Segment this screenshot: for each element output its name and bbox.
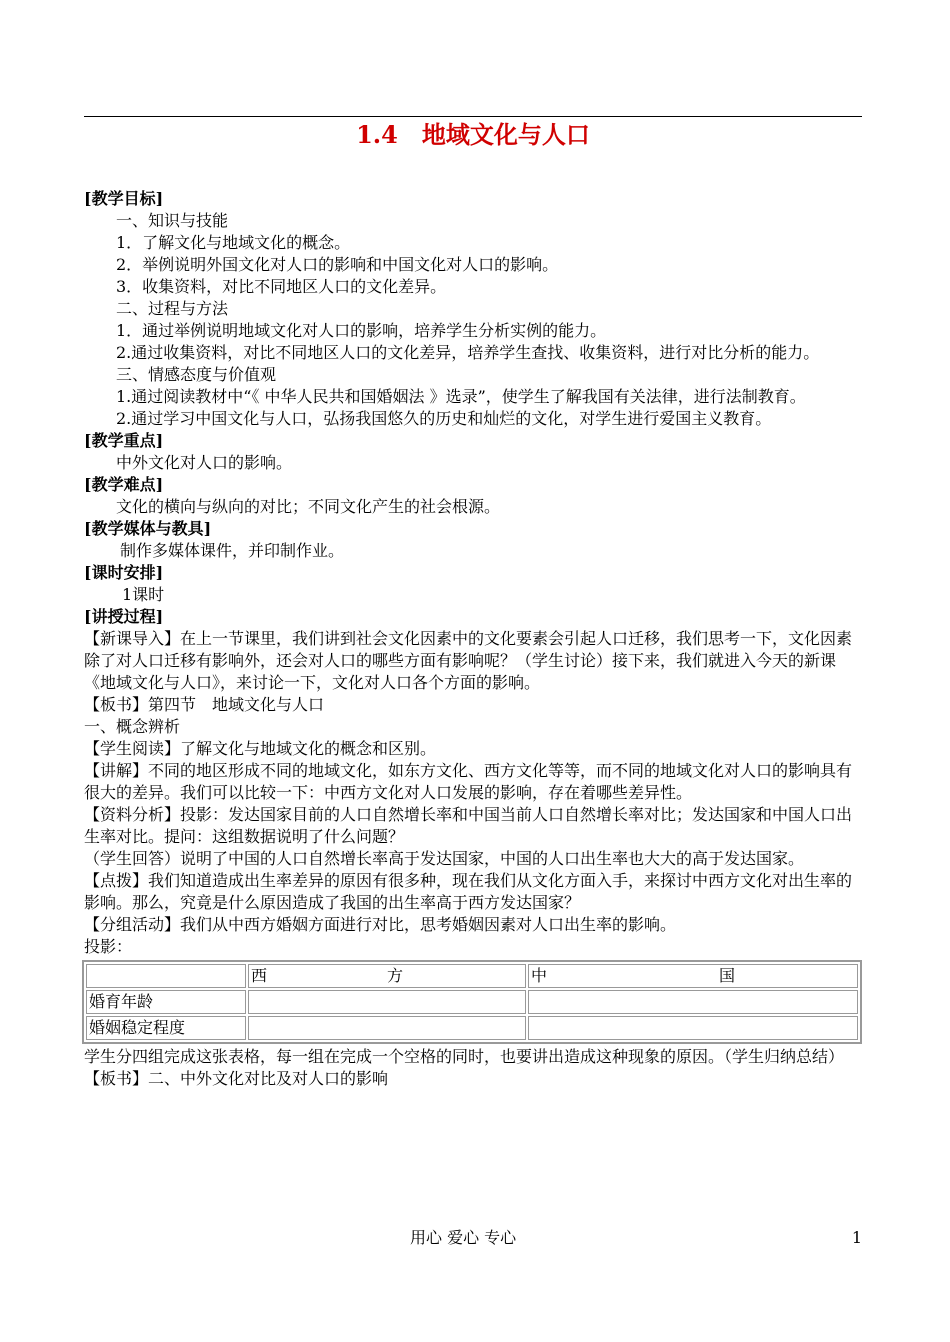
subheading: 二、过程与方法 — [116, 299, 229, 318]
section-heading: [讲授过程] — [84, 607, 164, 626]
list-item: 3．收集资料，对比不同地区人口的文化差异。 — [116, 277, 447, 296]
comparison-table — [82, 960, 862, 1044]
table-row — [86, 1016, 858, 1040]
footer-motto: 用心 爱心 专心 — [410, 1228, 517, 1247]
table-cell — [528, 990, 858, 1014]
paragraph: 中外文化对人口的影响。 — [116, 453, 293, 472]
header-rule — [84, 116, 862, 117]
table-header-cell: 西 方 — [248, 964, 526, 988]
list-item: 1.通过阅读教材中“《 中华人民共和国婚姻法 》选录”，使学生了解我国有关法律，进行法制教育。 — [116, 387, 806, 406]
paragraph: （学生回答）说明了中国的人口自然增长率高于发达国家，中国的人口出生率也大大的高于发达国家。 — [84, 849, 805, 868]
section-heading: [教学媒体与教具] — [84, 519, 212, 538]
subheading: 三、情感态度与价值观 — [116, 365, 277, 384]
paragraph: 【讲解】不同的地区形成不同的地域文化，如东方文化、西方文化等等，而不同的地域文化对人口的影响具有很大的差异。我们可以比较一下：中西方文化对人口发展的影响，存在着哪些差异性。 — [84, 761, 853, 802]
document-body — [84, 188, 862, 1090]
paragraph: 【学生阅读】了解文化与地域文化的概念和区别。 — [84, 739, 437, 758]
section-heading: [教学重点] — [84, 431, 164, 450]
paragraph: 【资料分析】投影：发达国家目前的人口自然增长率和中国当前人口自然增长率对比；发达国家和中国人口出生率对比。提问：这组数据说明了什么问题？ — [84, 805, 853, 846]
list-item: 1．了解文化与地域文化的概念。 — [116, 233, 351, 252]
list-item: 1．通过举例说明地域文化对人口的影响，培养学生分析实例的能力。 — [116, 321, 607, 340]
paragraph: 【板书】第四节 地域文化与人口 — [84, 695, 325, 714]
paragraph: 【新课导入】在上一节课里，我们讲到社会文化因素中的文化要素会引起人口迁移，我们思考一下，文化因素除了对人口迁移有影响外，还会对人口的哪些方面有影响呢？（学生讨论）接下来，我们就进入今天的新课《地域文化与人口》，来讨论一下，文化对人口各个方面的影响。 — [84, 629, 853, 692]
subheading: 一、知识与技能 — [116, 211, 229, 230]
paragraph: 学生分四组完成这张表格，每一组在完成一个空格的同时，也要讲出造成这种现象的原因。（学生归纳总结） — [84, 1047, 845, 1066]
list-item: 2.通过收集资料，对比不同地区人口的文化差异，培养学生查找、收集资料，进行对比分析的能力。 — [116, 343, 820, 362]
page-number: 1 — [851, 1228, 862, 1247]
paragraph: 【板书】二、中外文化对比及对人口的影响 — [84, 1069, 389, 1088]
table-row-label: 婚育年龄 — [86, 990, 246, 1014]
section-heading: [课时安排] — [84, 563, 164, 582]
document-title: 1.4 地域文化与人口 — [356, 120, 590, 149]
paragraph: 【分组活动】我们从中西方婚姻方面进行对比，思考婚姻因素对人口出生率的影响。 — [84, 915, 677, 934]
paragraph: 投影： — [84, 937, 133, 956]
section-heading: [教学难点] — [84, 475, 164, 494]
paragraph: 1课时 — [122, 585, 165, 604]
table-header-cell: 中 国 — [528, 964, 858, 988]
table-row-label: 婚姻稳定程度 — [86, 1016, 246, 1040]
table-cell — [86, 964, 246, 988]
table-cell — [248, 990, 526, 1014]
paragraph: 一、概念辨析 — [84, 717, 181, 736]
table-cell — [528, 1016, 858, 1040]
list-item: 2.通过学习中国文化与人口，弘扬我国悠久的历史和灿烂的文化，对学生进行爱国主义教育。 — [116, 409, 772, 428]
paragraph: 制作多媒体课件，并印制作业。 — [120, 541, 345, 560]
list-item: 2．举例说明外国文化对人口的影响和中国文化对人口的影响。 — [116, 255, 559, 274]
table-header-row — [86, 964, 858, 988]
table-row — [86, 990, 858, 1014]
table-cell — [248, 1016, 526, 1040]
section-heading: [教学目标] — [84, 189, 164, 208]
paragraph: 【点拨】我们知道造成出生率差异的原因有很多种，现在我们从文化方面入手，来探讨中西方文化对出生率的影响。那么，究竟是什么原因造成了我国的出生率高于西方发达国家？ — [84, 871, 853, 912]
paragraph: 文化的横向与纵向的对比；不同文化产生的社会根源。 — [116, 497, 501, 516]
